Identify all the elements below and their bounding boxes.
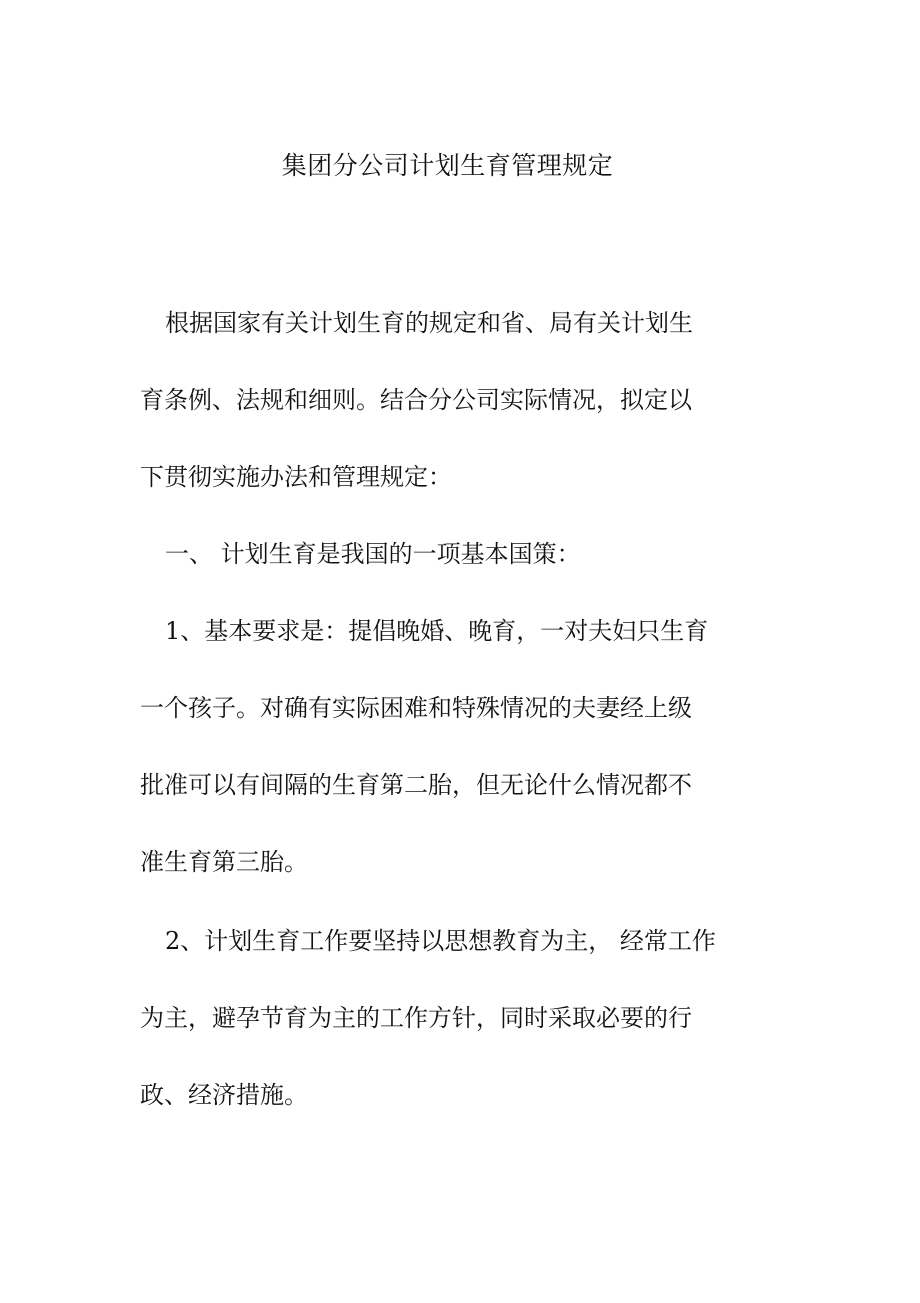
document-title: 集团分公司计划生育管理规定 <box>281 151 614 180</box>
paragraph-line: 2、计划生育工作要坚持以思想教育为主， 经常工作 <box>165 927 716 955</box>
paragraph-line: 育条例、法规和细则。结合分公司实际情况，拟定以 <box>140 386 692 414</box>
paragraph-line: 根据国家有关计划生育的规定和省、局有关计划生 <box>165 309 693 337</box>
paragraph-line: 为主，避孕节育为主的工作方针，同时采取必要的行 <box>140 1004 692 1032</box>
paragraph-line: 下贯彻实施办法和管理规定： <box>140 463 452 491</box>
section-heading: 一、 计划生育是我国的一项基本国策： <box>165 540 581 568</box>
paragraph-line: 一个孩子。对确有实际困难和特殊情况的夫妻经上级 <box>140 694 692 722</box>
paragraph-line: 1、基本要求是：提倡晚婚、晚育，一对夫妇只生育 <box>165 617 709 645</box>
paragraph-line: 政、经济措施。 <box>140 1081 308 1109</box>
paragraph-line: 准生育第三胎。 <box>140 848 308 876</box>
paragraph-line: 批准可以有间隔的生育第二胎，但无论什么情况都不 <box>140 771 692 799</box>
